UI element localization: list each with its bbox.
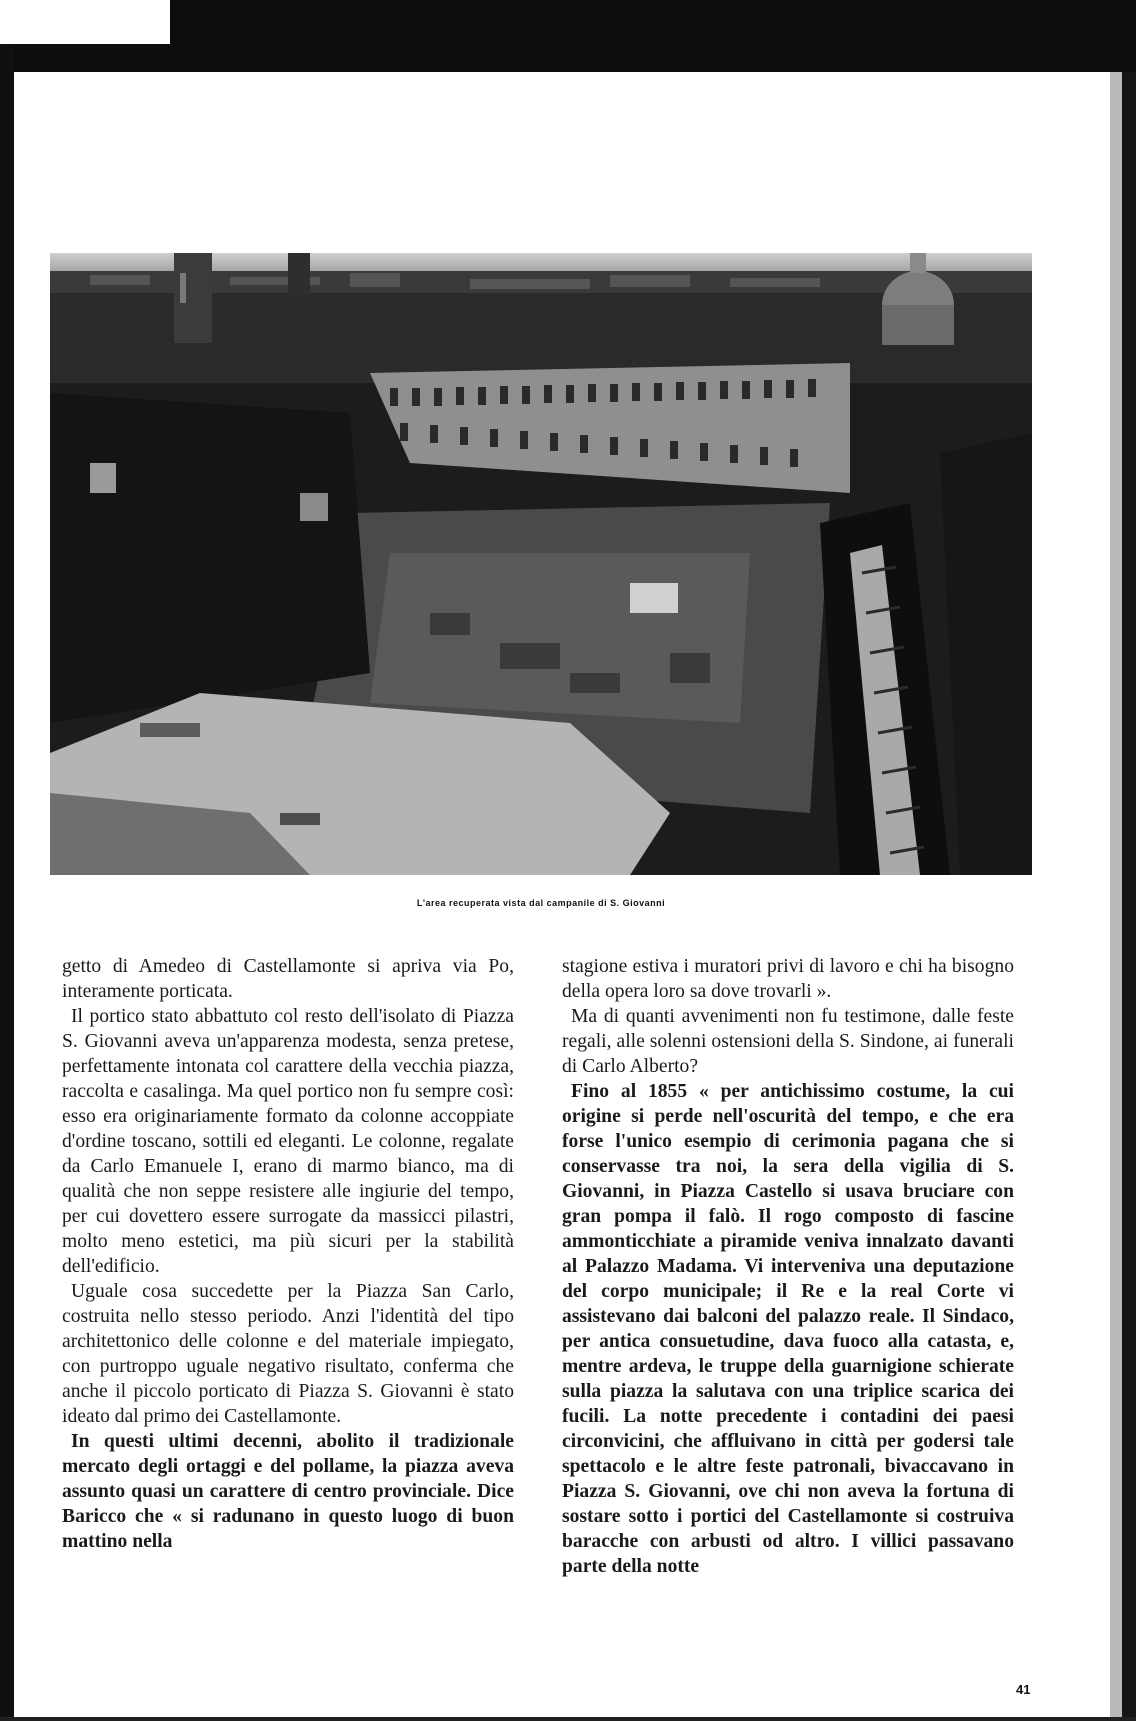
page-number: 41 (1016, 1682, 1031, 1697)
scan-border-right (1122, 72, 1136, 1721)
scan-border-right-shadow (1110, 72, 1122, 1721)
paragraph: getto di Amedeo di Castellamonte si apriva via Po, interamente porticata. (62, 956, 514, 1002)
scan-border-left (0, 44, 14, 1721)
paragraph: In questi ultimi decenni, abolito il tradizionale mercato degli ortaggi e del pollame, la piazza aveva assunto quasi un carattere di centro provinciale. Dice Baricco che « si radunano in questo luogo di buon mattino nella (62, 1431, 514, 1552)
paragraph: stagione estiva i muratori privi di lavoro e chi ha bisogno della opera loro sa dove trovarli ». (562, 956, 1014, 1002)
paragraph: Ma di quanti avvenimenti non fu testimone, dalle feste regali, alle solenni ostensioni della S. Sindone, ai funerali di Carlo Alberto? (562, 1006, 1014, 1077)
paragraph: Fino al 1855 « per antichissimo costume, la cui origine si perde nell'oscurità del tempo, e che era forse l'unico esempio di cerimonia pagana che si conservasse tra noi, la sera della vigilia di S. Giovanni, in Piazza Castello si usava bruciare con gran pompa il falò. Il rogo composto di fascine ammonticchiate a piramide veniva innalzato davanti al Palazzo Madama. Vi interveniva una deputazione del corpo municipale; il Re e la real Corte vi assistevano dai balconi del palazzo reale. Il Sindaco, per antica consuetudine, dava fuoco alla catasta, e, mentre ardeva, le truppe della guarnigione schierate sulla piazza la salutava con una triplice scarica dei fucili. La notte precedente i contadini dei paesi circonvicini, che affluivano in città per godersi tale spettacolo e le altre feste patronali, bivaccavano in Piazza S. Giovanni, ove chi non aveva la fortuna di sostare sotto i portici del Castellamonte si costruiva baracche con arbusti od altro. I villici passavano parte della notte (562, 1081, 1014, 1577)
text-column-right (562, 954, 1014, 1579)
aerial-city-photo (50, 253, 1032, 875)
photo-caption: L'area recuperata vista dal campanile di S. Giovanni (416, 898, 666, 908)
scan-border-bottom (0, 1717, 1136, 1721)
paragraph: Uguale cosa succedette per la Piazza San Carlo, costruita nello stesso periodo. Anzi l'identità del tipo architettonico delle colonne e del materiale impiegato, con purtroppo uguale negativo risultato, conferma che anche il piccolo porticato di Piazza S. Giovanni è stato ideato dal primo dei Castellamonte. (62, 1281, 514, 1427)
scan-border-top (170, 0, 1136, 72)
paragraph: Il portico stato abbattuto col resto dell'isolato di Piazza S. Giovanni aveva un'apparenza modesta, senza pretese, perfettamente intonata col carattere della vecchia piazza, raccolta e casalinga. Ma quel portico non fu sempre così: esso era originariamente formato da colonne accoppiate d'ordine toscano, sottili ed eleganti. Le colonne, regalate da Carlo Emanuele I, erano di marmo bianco, ma di qualità che non seppe resistere alle ingiurie del tempo, per cui dovettero essere surrogate da massicci pilastri, molto meno estetici, ma più sicuri per la stabilità dell'edificio. (62, 1006, 514, 1277)
text-column-left (62, 954, 514, 1554)
scan-border-top-left (0, 44, 175, 72)
